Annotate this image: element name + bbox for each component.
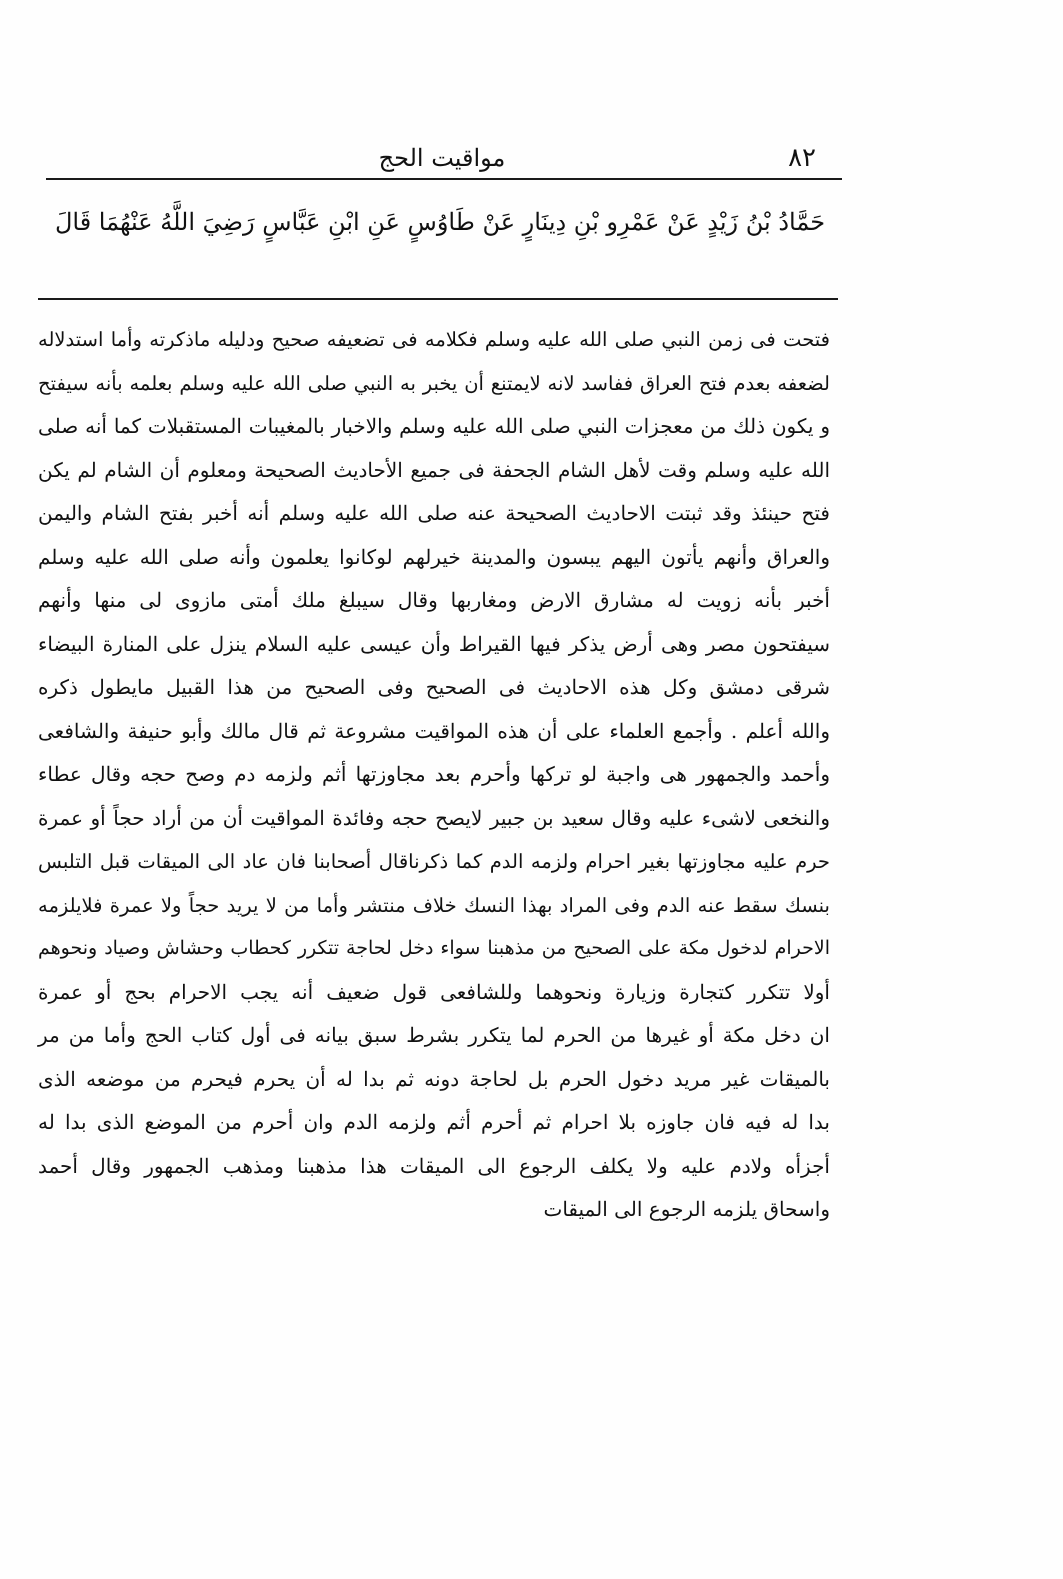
- text-line: لضعفه بعدم فتح العراق ففاسد لانه لايمتنع أن يخبر به النبي صلى الله عليه وسلم بعلمه بأنه سيفتح: [38, 371, 830, 395]
- text-line: ان دخل مكة أو غيرها من الحرم لما يتكرر بشرط سبق بيانه فى أول كتاب الحج وأما من مر: [38, 1023, 830, 1047]
- text-line: بالميقات غير مريد دخول الحرم بل لحاجة دونه ثم بدا له أن يحرم فيحرم من موضعه الذى: [38, 1066, 830, 1091]
- running-head: [44, 138, 840, 178]
- text-line: حرم عليه مجاوزتها بغير احرام ولزمه الدم كما ذكرناقال أصحابنا فان عاد الى الميقات قبل التلبس: [38, 850, 830, 873]
- text-line: بنسك سقط عنه الدم وفى المراد بهذا النسك خلاف منتشر وأما من لا يريد حجاً ولا عمرة فلايلزمه: [38, 893, 830, 917]
- text-line: وأحمد والجمهور هى واجبة لو تركها وأحرم بعد مجاوزتها أثم ولزمه دم وصح حجه وقال عطاء: [38, 762, 830, 786]
- text-line: واسحاق يلزمه الرجوع الى الميقات: [543, 1197, 830, 1221]
- text-line: فتحت فى زمن النبي صلى الله عليه وسلم فكلامه فى تضعيفه صحيح ودليله ماذكرته وأما استدلاله: [38, 328, 830, 351]
- text-line: والعراق وأنهم يأتون اليهم يبسون والمدينة خيرلهم لوكانوا يعلمون وأنه صلى الله عليه وسلم: [38, 544, 830, 569]
- page-number: ٨٢: [788, 143, 816, 173]
- hadith-chain-heading: حَمَّادُ بْنُ زَيْدٍ عَنْ عَمْرِو بْنِ دِينَارٍ عَنْ طَاوُسٍ عَنِ ابْنِ عَبَّاسٍ رَضِيَ اللَّهُ عَنْهُمَا قَالَ: [54, 208, 826, 236]
- text-line: و يكون ذلك من معجزات النبي صلى الله عليه وسلم والاخبار بالمغيبات المستقبلات كما أنه صلى: [38, 414, 830, 438]
- header-divider: [46, 178, 842, 180]
- text-line: بدا له فيه فان جاوزه بلا احرام ثم أحرم أثم ولزمه الدم وان أحرم من الموضع الذى بدا له: [38, 1110, 830, 1134]
- text-line: والنخعى لاشىء عليه وقال سعيد بن جبير لايصح حجه وفائدة المواقيت أن من أراد حجاً أو عمرة: [38, 805, 830, 830]
- text-line: سيفتحون مصر وهى أرض يذكر فيها القيراط وأن عيسى عليه السلام ينزل على المنارة البيضاء: [38, 631, 830, 656]
- text-line: الله عليه وسلم وقت لأهل الشام الجحفة فى جميع الأحاديث الصحيحة ومعلوم أن الشام لم يكن: [38, 457, 830, 482]
- text-line: أولا تتكرر كتجارة وزيارة ونحوهما وللشافعى قول ضعيف أنه يجب الاحرام بحج أو عمرة: [38, 979, 830, 1004]
- text-line: الاحرام لدخول مكة على الصحيح من مذهبنا سواء دخل لحاجة تتكرر كحطاب وحشاش وصياد ونحوهم: [38, 937, 830, 959]
- section-divider: [38, 298, 838, 300]
- text-line: أجزأه ولادم عليه ولا يكلف الرجوع الى الميقات هذا مذهبنا ومذهب الجمهور وقال أحمد: [38, 1153, 830, 1178]
- text-line: أخبر بأنه زويت له مشارق الارض ومغاربها وقال سيبلغ ملك أمتى مازوى لى منها وأنهم: [38, 588, 830, 612]
- commentary-text: [38, 318, 830, 1232]
- text-line: شرقى دمشق وكل هذه الاحاديث فى الصحيح وفى الصحيح من هذا القبيل مايطول ذكره: [38, 675, 830, 699]
- text-line: والله أعلم . وأجمع العلماء على أن هذه المواقيت مشروعة ثم قال مالك وأبو حنيفة والشافعى: [38, 718, 830, 743]
- page-title: مواقيت الحج: [378, 144, 506, 172]
- text-line: فتح حينئذ وقد ثبتت الاحاديث الصحيحة عنه صلى الله عليه وسلم أنه أخبر بفتح الشام واليمن: [38, 501, 830, 525]
